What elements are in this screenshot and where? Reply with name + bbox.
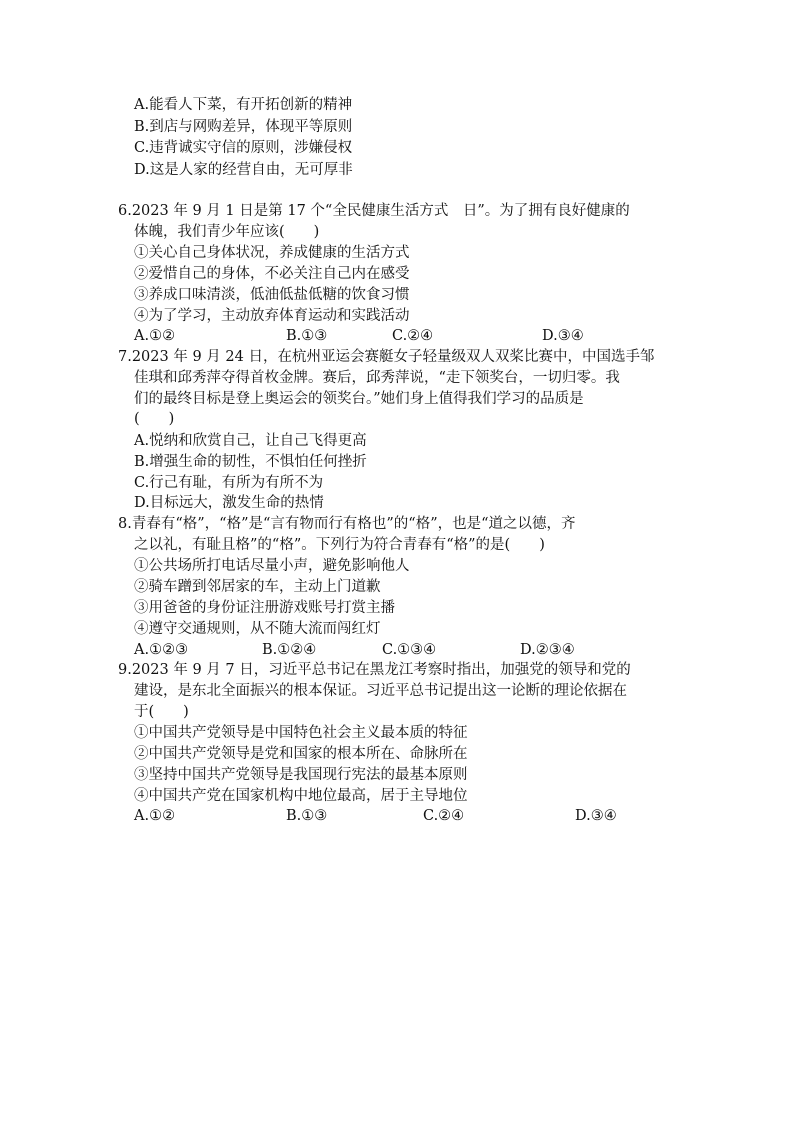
q6-item-1: ①关心自己身体状况，养成健康的生活方式 xyxy=(134,245,410,261)
q8-stem-line1: 8.青春有“格”，“格”是“言有物而行有格也”的“格”，也是“道之以德，齐 xyxy=(118,516,576,532)
q8-option-d: D.②③④ xyxy=(520,642,575,658)
q9-option-c: C.②④ xyxy=(423,808,465,824)
q6-option-d: D.③④ xyxy=(542,328,584,344)
q7-stem-line1: 7.2023 年 9 月 24 日，在杭州亚运会赛艇女子轻量级双人双桨比赛中，中国选手邹 xyxy=(118,349,655,365)
q6-item-2: ②爱惜自己的身体，不必关注自己内在感受 xyxy=(134,266,410,282)
prev-option-b: B.到店与网购差异，体现平等原则 xyxy=(134,119,353,135)
q6-item-3: ③养成口味清淡，低油低盐低糖的饮食习惯 xyxy=(134,287,410,303)
q9-option-d: D.③④ xyxy=(575,808,617,824)
q9-stem-line3: 于( ) xyxy=(134,704,189,720)
q9-item-3: ③坚持中国共产党领导是我国现行宪法的最基本原则 xyxy=(134,767,468,783)
q9-stem-line2: 建设，是东北全面振兴的根本保证。习近平总书记提出这一论断的理论依据在 xyxy=(134,683,627,699)
q9-option-a: A.①② xyxy=(134,808,176,824)
q7-stem-line2: 佳琪和邱秀萍夺得首枚金牌。赛后，邱秀萍说，“走下领奖台，一切归零。我 xyxy=(134,370,620,386)
q9-options xyxy=(134,806,654,826)
q6-item-4: ④为了学习，主动放弃体育运动和实践活动 xyxy=(134,308,410,324)
q7-option-b: B.增强生命的韧性，不惧怕任何挫折 xyxy=(134,454,367,470)
q9-item-2: ②中国共产党领导是党和国家的根本所在、命脉所在 xyxy=(134,746,468,762)
prev-option-d: D.这是人家的经营自由，无可厚非 xyxy=(134,162,353,178)
q9-item-4: ④中国共产党在国家机构中地位最高，居于主导地位 xyxy=(134,788,468,804)
q8-item-2: ②骑车蹭到邻居家的车，主动上门道歉 xyxy=(134,579,381,595)
prev-option-a: A.能看人下菜，有开拓创新的精神 xyxy=(134,97,353,113)
q6-options xyxy=(134,326,654,346)
q7-option-c: C.行己有耻，有所为有所不为 xyxy=(134,475,324,491)
q8-item-3: ③用爸爸的身份证注册游戏账号打赏主播 xyxy=(134,600,395,616)
q8-stem-line2: 之以礼，有耻且格”的“格”。下列行为符合青春有“格”的是( ) xyxy=(134,537,545,553)
q7-option-d: D.目标远大，激发生命的热情 xyxy=(134,495,324,511)
q9-item-1: ①中国共产党领导是中国特色社会主义最本质的特征 xyxy=(134,725,468,741)
q8-option-a: A.①②③ xyxy=(134,642,189,658)
q8-options xyxy=(134,640,654,660)
q6-option-a: A.①② xyxy=(134,328,176,344)
q6-stem-line1: 6.2023 年 9 月 1 日是第 17 个“全民健康生活方式 日”。为了拥有良好健康的 xyxy=(118,203,630,219)
q7-stem-line4: ( ) xyxy=(134,411,175,427)
q6-option-c: C.②④ xyxy=(392,328,434,344)
q7-option-a: A.悦纳和欣赏自己，让自己飞得更高 xyxy=(134,433,367,449)
q6-stem-line2: 体魄，我们青少年应该( ) xyxy=(134,224,320,240)
q8-item-1: ①公共场所打电话尽量小声，避免影响他人 xyxy=(134,558,410,574)
q8-item-4: ④遵守交通规则，从不随大流而闯红灯 xyxy=(134,621,381,637)
prev-option-c: C.违背诚实守信的原则，涉嫌侵权 xyxy=(134,140,353,156)
q8-option-b: B.①②④ xyxy=(262,642,317,658)
q6-option-b: B.①③ xyxy=(286,328,328,344)
q9-stem-line1: 9.2023 年 9 月 7 日，习近平总书记在黑龙江考察时指出，加强党的领导和党的 xyxy=(118,662,631,678)
q9-option-b: B.①③ xyxy=(286,808,328,824)
q7-stem-line3: 们的最终目标是登上奥运会的领奖台。”她们身上值得我们学习的品质是 xyxy=(134,391,584,407)
q8-option-c: C.①③④ xyxy=(382,642,437,658)
